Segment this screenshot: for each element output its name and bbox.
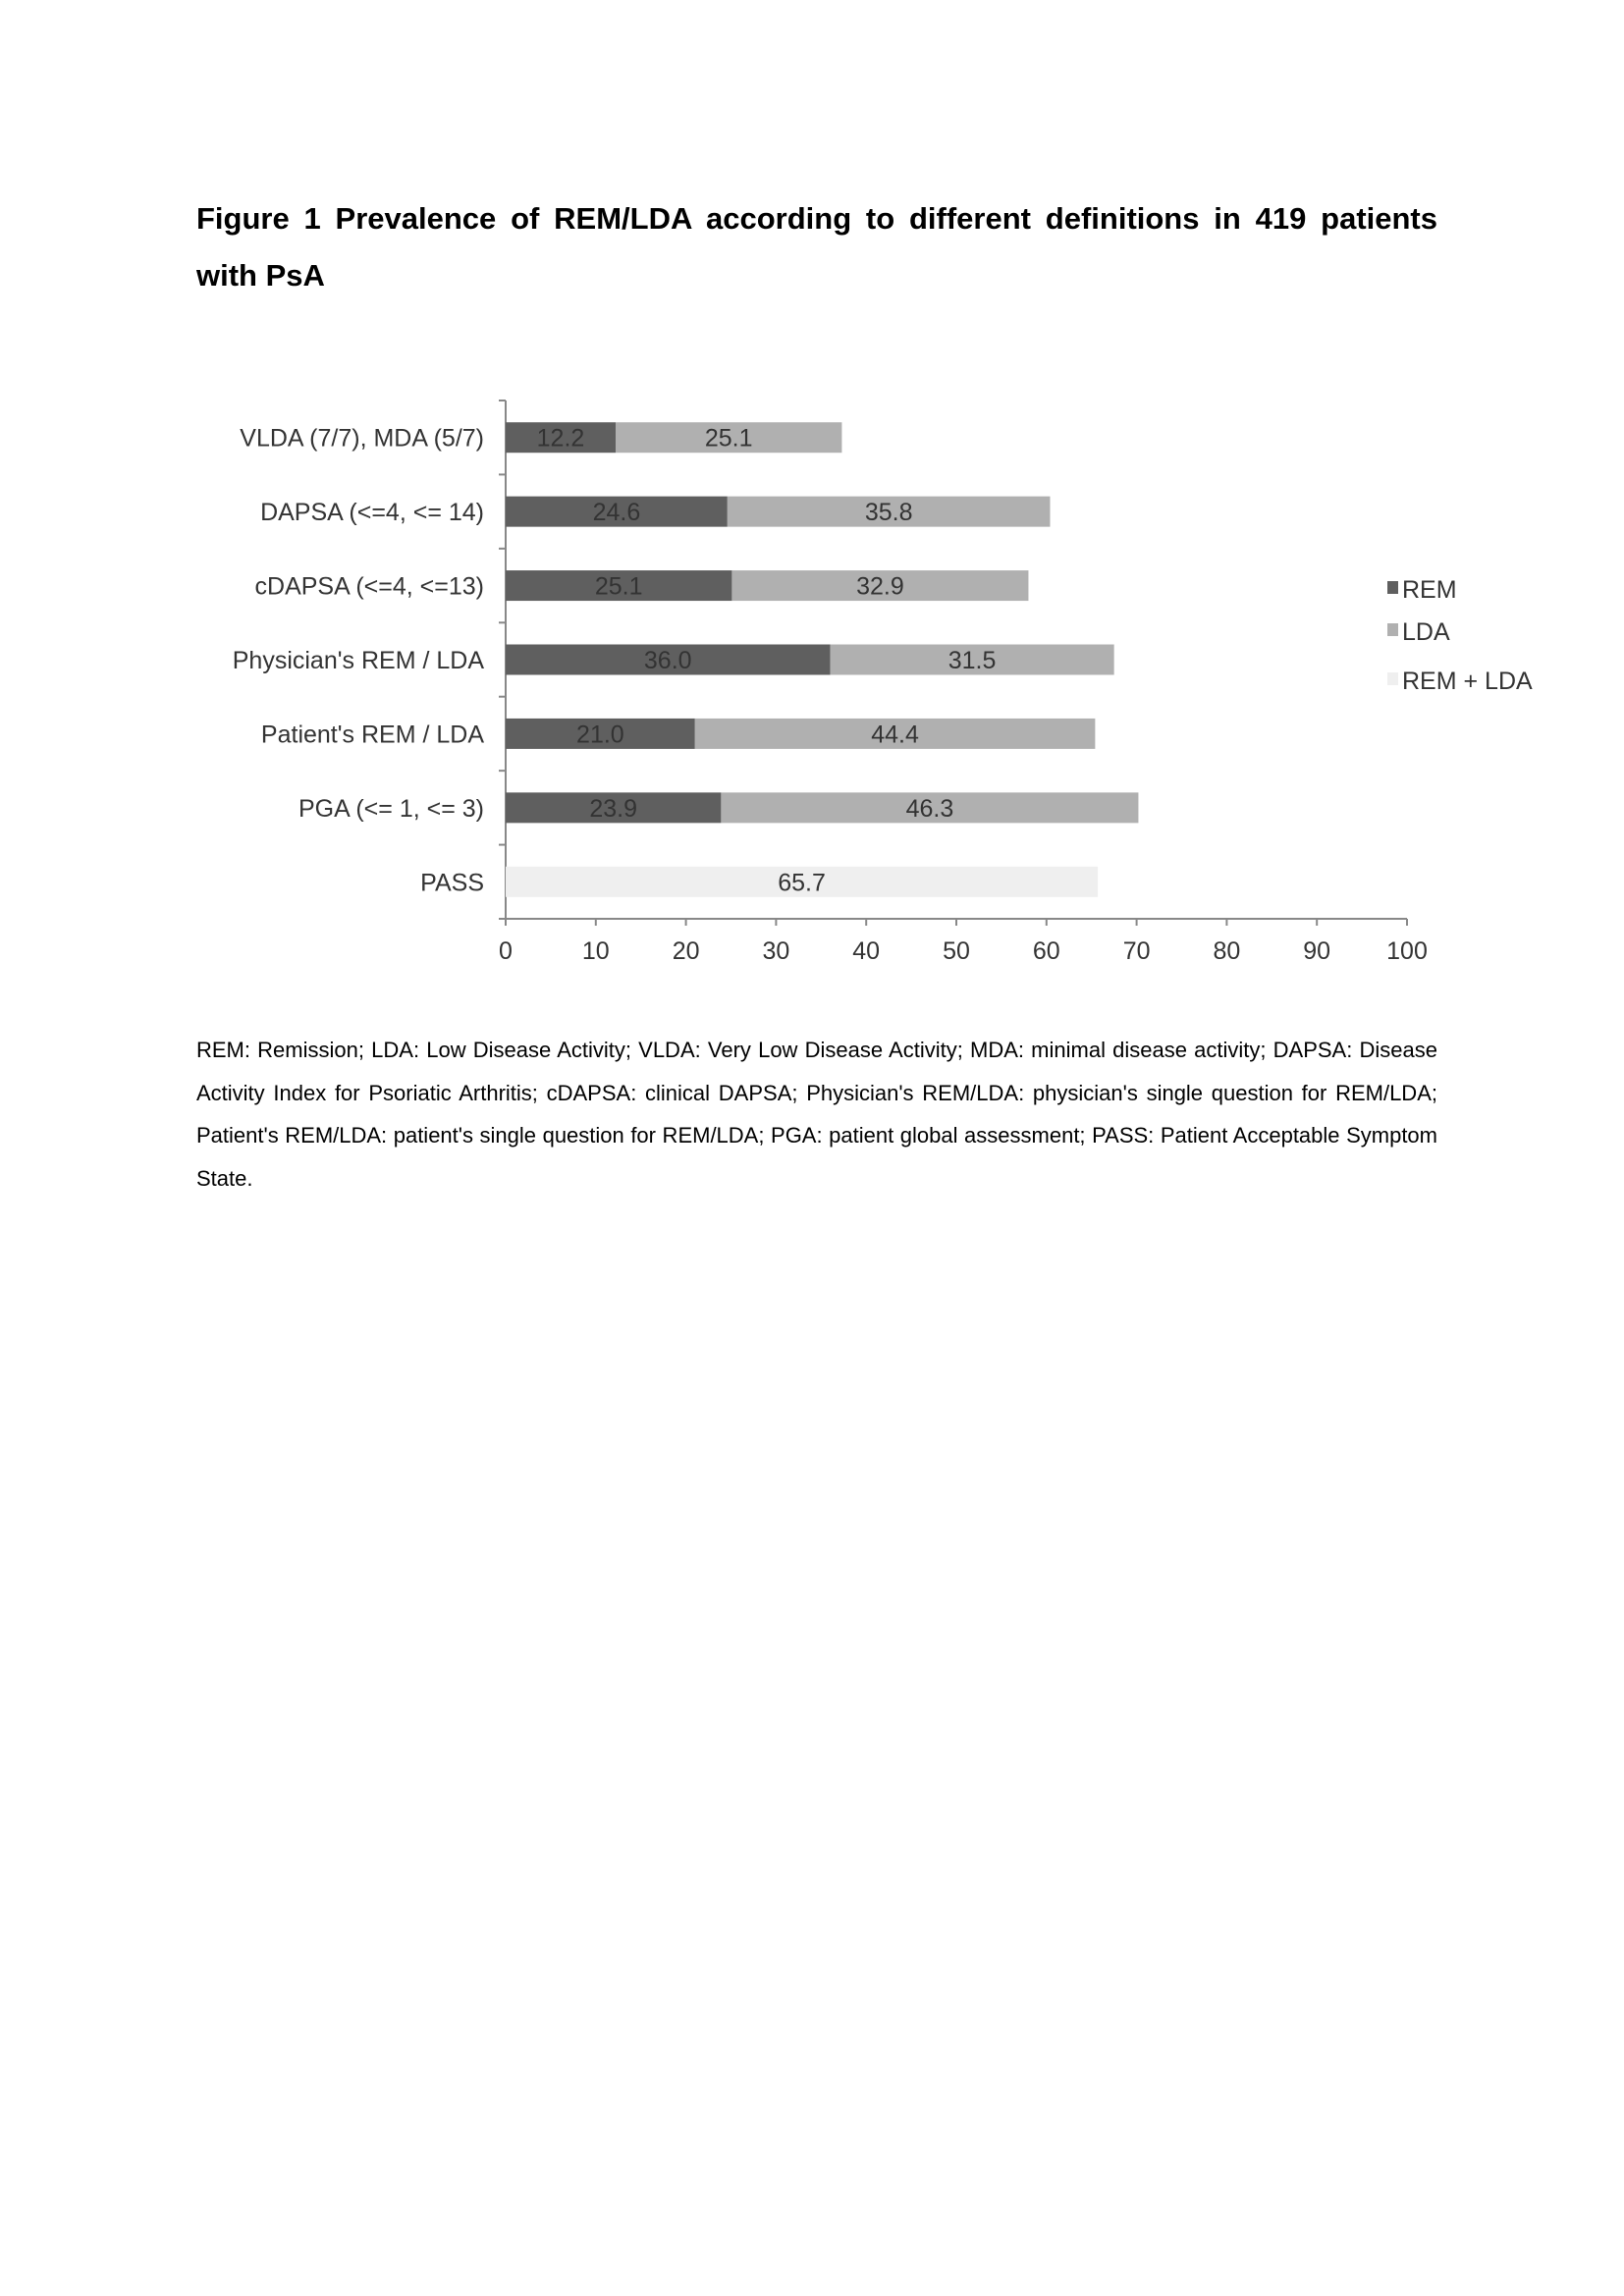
data-label: 12.2 (536, 424, 585, 453)
x-tick-label: 40 (852, 937, 881, 965)
legend-swatch (1387, 581, 1398, 594)
data-label: 44.4 (871, 721, 919, 749)
legend-label: REM (1402, 576, 1457, 604)
data-label: 23.9 (589, 794, 638, 823)
stacked-bar-chart (0, 0, 1624, 1021)
x-tick-label: 10 (581, 937, 610, 965)
x-tick-label: 80 (1213, 937, 1241, 965)
data-label: 24.6 (592, 499, 641, 527)
category-label: Patient's REM / LDA (260, 721, 484, 749)
x-tick-label: 0 (499, 937, 513, 965)
x-tick-label: 50 (943, 937, 970, 965)
data-label: 32.9 (856, 572, 904, 601)
legend-swatch (1387, 623, 1398, 636)
data-label: 65.7 (778, 869, 826, 897)
x-tick-label: 30 (762, 937, 790, 965)
x-tick-label: 100 (1386, 937, 1428, 965)
data-label: 31.5 (947, 647, 997, 674)
x-tick-label: 20 (672, 937, 700, 965)
figure-caption: REM: Remission; LDA: Low Disease Activity; VLDA: Very Low Disease Activity; MDA: minimal disease activity; DAPSA: Disease Activity Index for Psoriatic Arthritis; cDAPSA: clinical DAPSA; Physician's REM/LDA: physician's single question for REM/LDA; Patient's REM/LDA: patient's single question for REM/LDA; PGA: patient global assessment; PASS: Patient Acceptable Symptom State. (196, 1038, 1437, 1191)
category-label: DAPSA (<=4, <= 14) (260, 499, 484, 527)
category-label: Physician's REM / LDA (232, 647, 484, 674)
data-label: 36.0 (643, 647, 692, 674)
figure-title: Figure 1 Prevalence of REM/LDA according to different definitions in 419 patients with PsA (196, 201, 1437, 293)
legend-label: LDA (1402, 618, 1450, 646)
category-label: PGA (<= 1, <= 3) (298, 794, 484, 823)
x-tick-label: 60 (1032, 937, 1060, 965)
data-label: 35.8 (864, 499, 913, 527)
data-label: 25.1 (594, 572, 643, 601)
category-label: PASS (420, 869, 484, 897)
data-label: 46.3 (905, 794, 954, 823)
data-label: 21.0 (576, 721, 624, 749)
x-tick-label: 90 (1303, 937, 1331, 965)
legend-swatch (1387, 672, 1398, 685)
data-label: 25.1 (704, 424, 753, 453)
category-label: VLDA (7/7), MDA (5/7) (240, 424, 484, 453)
x-tick-label: 70 (1122, 937, 1151, 965)
legend-label: REM + LDA (1402, 667, 1533, 695)
category-label: cDAPSA (<=4, <=13) (254, 572, 484, 601)
